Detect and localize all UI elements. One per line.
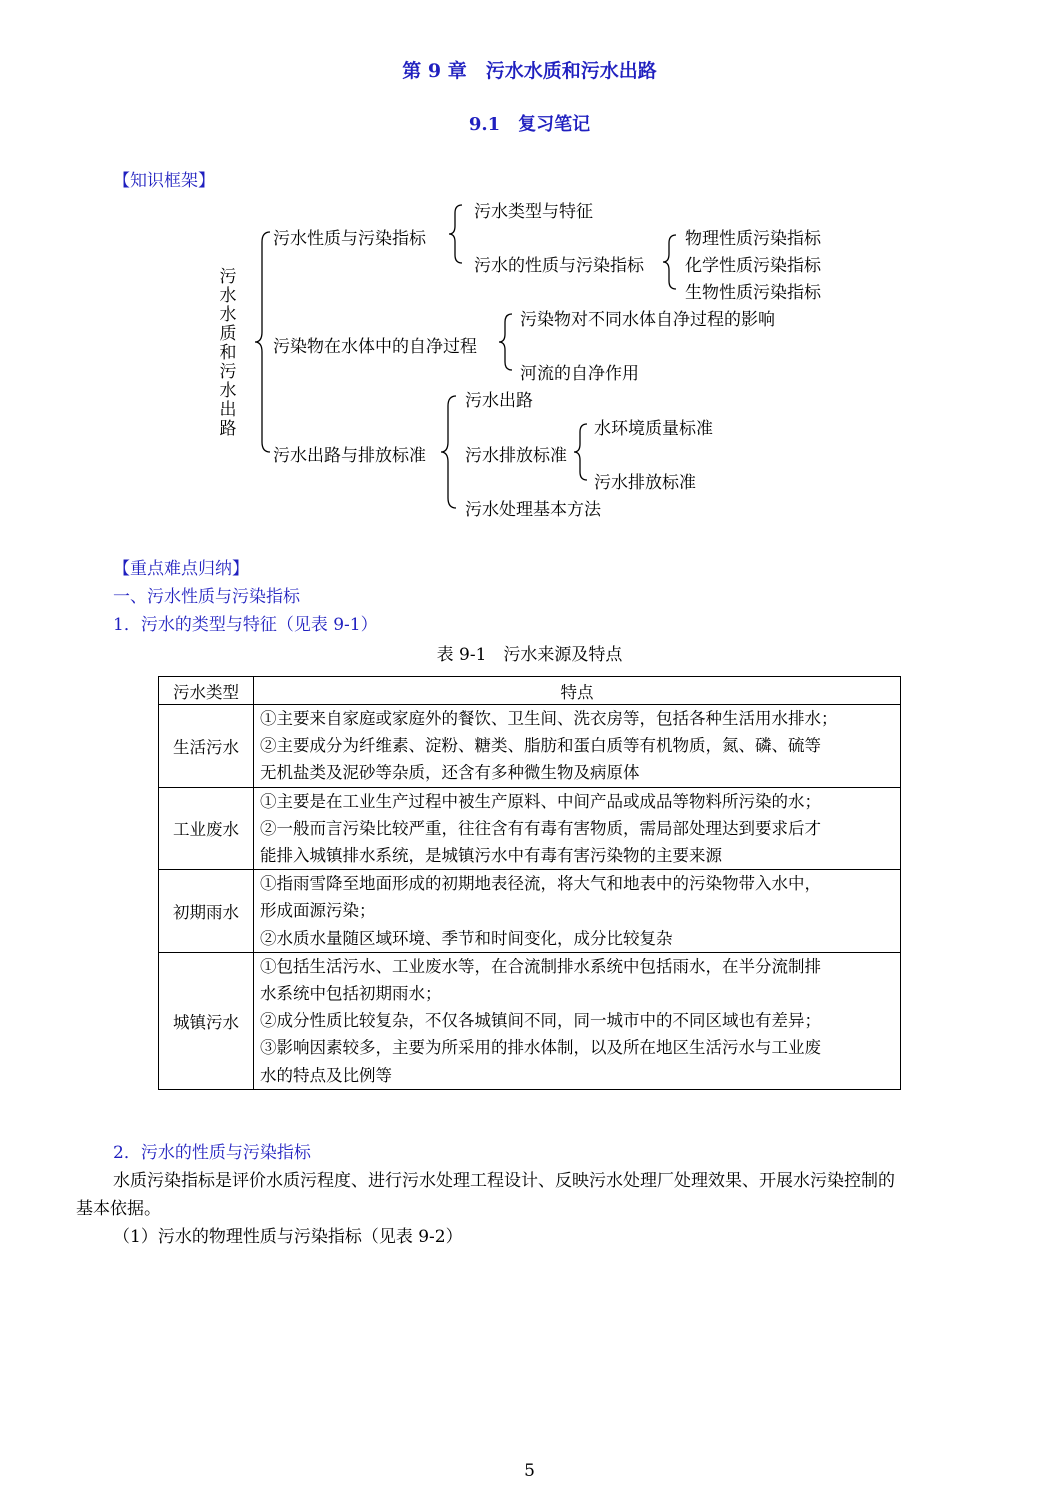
- b1-c2-g1-node: 物理性质污染指标: [685, 229, 821, 249]
- key-points-label: 【重点难点归纳】: [113, 559, 249, 579]
- table-row: [159, 952, 901, 1089]
- section2-paragraph-line2: 基本依据。: [76, 1199, 161, 1219]
- feature-line: ②一般而言污染比较严重，往往含有有毒有害物质，需局部处理达到要求后才: [260, 818, 821, 838]
- b2-c2-node: 河流的自净作用: [520, 364, 639, 384]
- chapter-title: 第 9 章 污水水质和污水出路: [402, 60, 657, 82]
- feature-line: ②主要成分为纤维素、淀粉、糖类、脂肪和蛋白质等有机物质，氮、磷、硫等: [260, 736, 821, 756]
- table-cell-type: 城镇污水: [159, 952, 254, 1089]
- table-cell-type: 工业废水: [159, 787, 254, 870]
- table-header-feature: 特点: [254, 677, 901, 705]
- table-cell-type: 生活污水: [159, 705, 254, 788]
- table-cell-feature: [254, 705, 901, 788]
- heading-1-1: 1．污水的类型与特征（见表 9-1）: [113, 615, 378, 635]
- table-row: [159, 705, 901, 788]
- b2-c1-node: 污染物对不同水体自净过程的影响: [520, 310, 775, 330]
- section2-sub1: （1）污水的物理性质与污染指标（见表 9-2）: [113, 1227, 463, 1247]
- table-cell-feature: [254, 952, 901, 1089]
- feature-line: ③影响因素较多，主要为所采用的排水体制，以及所在地区生活污水与工业废: [260, 1038, 821, 1058]
- table-9-1: [158, 676, 901, 1090]
- section2-paragraph-line1: 水质污染指标是评价水质污程度、进行污水处理工程设计、反映污水处理厂处理效果、开展水污染控制的: [113, 1171, 895, 1191]
- b3-c1-node: 污水出路: [465, 391, 533, 411]
- branch2-node: 污染物在水体中的自净过程: [273, 337, 477, 357]
- b3-c3-node: 污水处理基本方法: [465, 500, 601, 520]
- b3-c2-g2-node: 污水排放标准: [594, 473, 696, 493]
- page-number: 5: [524, 1461, 535, 1481]
- feature-line: ①主要来自家庭或家庭外的餐饮、卫生间、洗衣房等，包括各种生活用水排水；: [260, 709, 838, 728]
- b3-c2-g1-node: 水环境质量标准: [594, 419, 713, 439]
- framework-root: 污水水质和污水出路: [219, 267, 237, 439]
- feature-line: ②成分性质比较复杂，不仅各城镇间不同，同一城市中的不同区域也有差异；: [260, 1011, 821, 1031]
- root-brace: [255, 232, 270, 452]
- framework-label: 【知识框架】: [113, 171, 215, 191]
- table-cell-type: 初期雨水: [159, 870, 254, 953]
- feature-line: ①包括生活污水、工业废水等，在合流制排水系统中包括雨水，在半分流制排: [260, 956, 821, 976]
- branch1-brace: [449, 205, 462, 263]
- table-cell-feature: [254, 787, 901, 870]
- b1-c1-node: 污水类型与特征: [474, 202, 593, 222]
- branch3-brace: [441, 396, 456, 508]
- b1c2-brace: [663, 235, 676, 289]
- feature-line: 水系统中包括初期雨水；: [260, 984, 442, 1004]
- table-cell-feature: [254, 870, 901, 953]
- feature-line: ②水质水量随区域环境、季节和时间变化，成分比较复杂: [260, 928, 673, 948]
- b1-c2-g2-node: 化学性质污染指标: [685, 256, 821, 276]
- branch1-node: 污水性质与污染指标: [273, 229, 426, 249]
- table-9-1-caption: 表 9-1 污水来源及特点: [436, 645, 623, 665]
- heading-2: 2．污水的性质与污染指标: [113, 1143, 311, 1163]
- b3c2-brace: [574, 424, 587, 480]
- table-header-type: 污水类型: [159, 677, 254, 705]
- feature-line: 能排入城镇排水系统，是城镇污水中有毒有害污染物的主要来源: [260, 846, 722, 866]
- framework-brackets: [0, 0, 1059, 560]
- branch3-node: 污水出路与排放标准: [273, 446, 426, 466]
- feature-line: ①指雨雪降至地面形成的初期地表径流，将大气和地表中的污染物带入水中，: [260, 874, 821, 894]
- b3-c2-node: 污水排放标准: [465, 446, 567, 466]
- section-title: 9.1 复习笔记: [468, 114, 591, 135]
- feature-line: ①主要是在工业生产过程中被生产原料、中间产品或成品等物料所污染的水；: [260, 791, 821, 811]
- table-row: [159, 787, 901, 870]
- heading-1: 一、污水性质与污染指标: [113, 587, 300, 607]
- feature-line: 形成面源污染；: [260, 901, 376, 921]
- table-row: [159, 870, 901, 953]
- branch2-brace: [499, 314, 512, 370]
- b1-c2-node: 污水的性质与污染指标: [474, 256, 644, 276]
- b1-c2-g3-node: 生物性质污染指标: [685, 283, 821, 303]
- feature-line: 水的特点及比例等: [260, 1065, 392, 1085]
- feature-line: 无机盐类及泥砂等杂质，还含有多种微生物及病原体: [260, 763, 640, 783]
